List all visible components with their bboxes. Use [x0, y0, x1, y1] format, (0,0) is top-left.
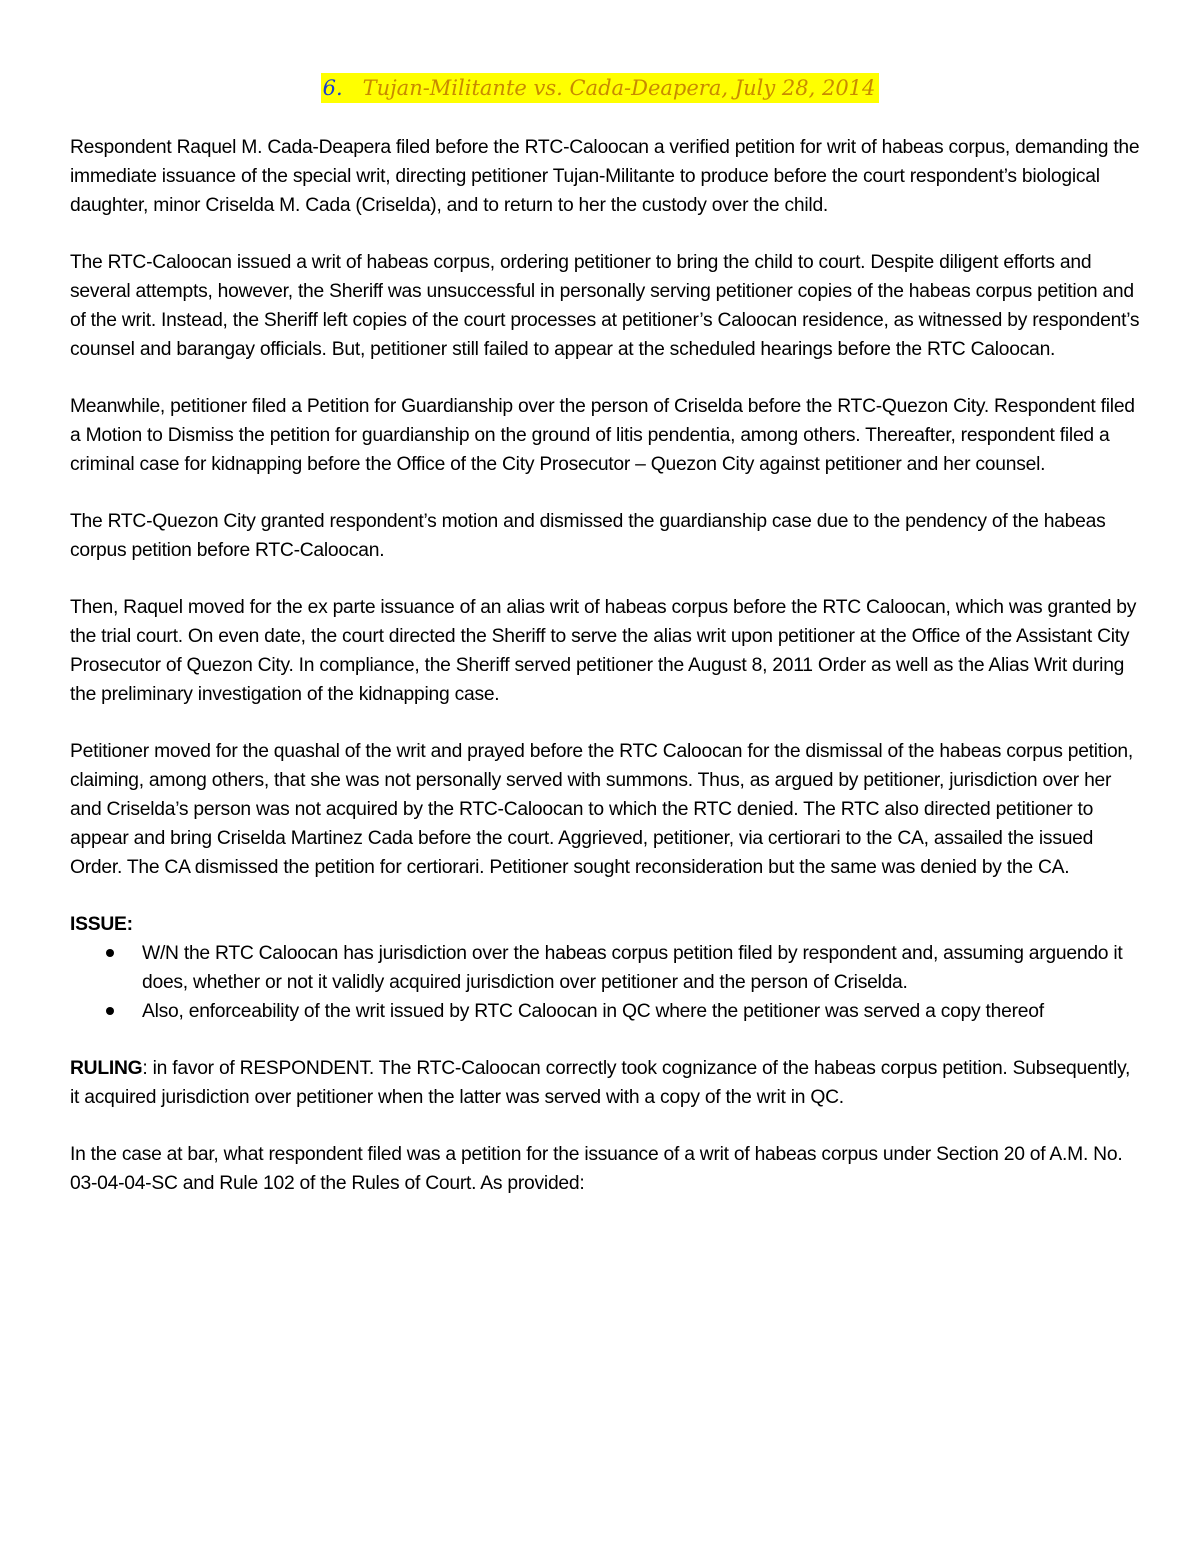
case-title: Tujan-Militante vs. Cada-Deapera, July 28, 2014 — [362, 76, 876, 100]
paragraph-facts-5: Then, Raquel moved for the ex parte issuance of an alias writ of habeas corpus before the RTC Caloocan, which was granted by the trial court. On even date, the court directed the Sheriff to serve the alias writ upon petitioner at the Office of the Assistant City Prosecutor of Quezon City. In compliance, the Sheriff served petitioner the August 8, 2011 Order as well as the Alias Writ during the preliminary investigation of the kidnapping case. — [70, 597, 1137, 705]
ruling-label: RULING — [70, 1058, 143, 1079]
paragraph-facts-1: Respondent Raquel M. Cada-Deapera filed before the RTC-Caloocan a verified petition for writ of habeas corpus, demanding the immediate issuance of the special writ, directing petitioner Tujan-Militante to produce before the court respondent’s biological daughter, minor Criselda M. Cada (Criselda), and to return to her the custody over the child. — [70, 137, 1140, 216]
ruling-paragraph — [70, 1054, 1140, 1112]
case-title-wrapper — [0, 73, 1200, 103]
bullet-icon — [106, 949, 114, 957]
issue-item — [70, 997, 1140, 1026]
issue-item — [70, 939, 1140, 997]
paragraph-facts-3: Meanwhile, petitioner filed a Petition for Guardianship over the person of Criselda before the RTC-Quezon City. Respondent filed a Motion to Dismiss the petition for guardianship on the ground of litis pendentia, among others. Thereafter, respondent filed a criminal case for kidnapping before the Office of the City Prosecutor – Quezon City against petitioner and her counsel. — [70, 396, 1135, 475]
ruling-text: : in favor of RESPONDENT. The RTC-Caloocan correctly took cognizance of the habeas corpus petition. Subsequently, it acquired jurisdiction over petitioner when the latter was served with a copy of the writ in QC. — [70, 1058, 1131, 1108]
case-number: 6. — [322, 76, 343, 100]
issue-item-text: W/N the RTC Caloocan has jurisdiction over the habeas corpus petition filed by respondent and, assuming arguendo it does, whether or not it validly acquired jurisdiction over petitioner and the person of Criselda. — [142, 943, 1123, 993]
case-title-highlight — [321, 73, 880, 103]
closing-paragraph: In the case at bar, what respondent filed was a petition for the issuance of a writ of habeas corpus under Section 20 of A.M. No. 03-04-04-SC and Rule 102 of the Rules of Court. As provided: — [70, 1144, 1123, 1194]
bullet-icon — [106, 1007, 114, 1015]
document-body — [70, 133, 1140, 1226]
paragraph-facts-4: The RTC-Quezon City granted respondent’s motion and dismissed the guardianship case due to the pendency of the habeas corpus petition before RTC-Caloocan. — [70, 511, 1106, 561]
paragraph-facts-2: The RTC-Caloocan issued a writ of habeas corpus, ordering petitioner to bring the child to court. Despite diligent efforts and several attempts, however, the Sheriff was unsuccessful in personally serving petitioner copies of the habeas corpus petition and of the writ. Instead, the Sheriff left copies of the court processes at petitioner’s Caloocan residence, as witnessed by respondent’s counsel and barangay officials. But, petitioner still failed to appear at the scheduled hearings before the RTC Caloocan. — [70, 252, 1140, 360]
issue-list — [70, 939, 1140, 1026]
issue-heading: ISSUE: — [70, 914, 133, 935]
paragraph-facts-6: Petitioner moved for the quashal of the writ and prayed before the RTC Caloocan for the dismissal of the habeas corpus petition, claiming, among others, that she was not personally served with summons. Thus, as argued by petitioner, jurisdiction over her and Criselda’s person was not acquired by the RTC-Caloocan to which the RTC denied. The RTC also directed petitioner to appear and bring Criselda Martinez Cada before the court. Aggrieved, petitioner, via certiorari to the CA, assailed the issued Order. The CA dismissed the petition for certiorari. Petitioner sought reconsideration but the same was denied by the CA. — [70, 741, 1134, 878]
issue-item-text: Also, enforceability of the writ issued by RTC Caloocan in QC where the petitioner was served a copy thereof — [142, 1001, 1044, 1022]
